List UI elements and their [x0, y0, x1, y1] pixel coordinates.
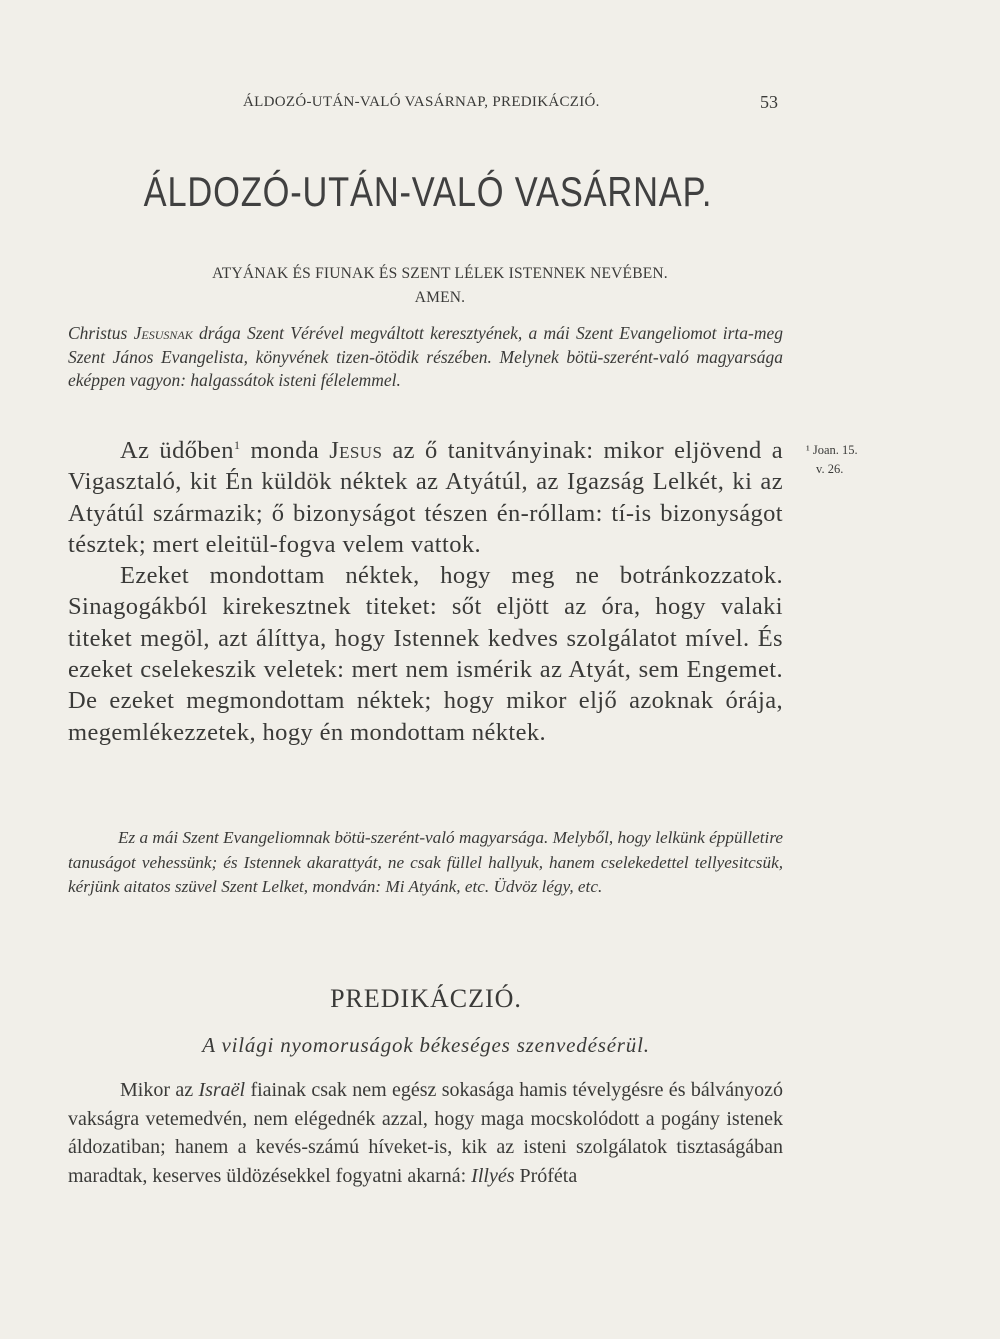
illyes-italic: Illyés	[471, 1164, 515, 1187]
sermon-text-end: Próféta	[514, 1164, 578, 1187]
invocation-line: ATYÁNAK ÉS FIUNAK ÉS SZENT LÉLEK ISTENNEK NEVÉBEN.	[212, 265, 668, 282]
intro-text: Christus	[68, 323, 134, 343]
margin-reference-verse: v. 26.	[816, 462, 844, 476]
israel-italic: Israël	[198, 1079, 246, 1101]
gospel-text-start: Az üdőben	[120, 437, 234, 464]
sermon-paragraph	[68, 1076, 783, 1190]
invocation-amen: AMEN.	[414, 289, 466, 306]
intro-text-rest: drága Szent Vérével megváltott keresztyének, a mái Szent Evangeliomot irta-meg Szent János Evangelista, könyvének tizen-ötödik részében. Melynek bötü-szerént-való magyarsága eképpen vagyon: halgassátok isteni félelemmel.	[68, 323, 784, 390]
gospel-text	[68, 430, 783, 748]
sermon-text-mid: fiainak csak nem egész sokasága hamis tévelygésre és bálványozó vakságra vetemedvén, nem elégednék azzal, hogy maga mocskolódott a pogány istenek áldozatiban; hanem a kevés-számú híveket-is, kik az isteni szolgálatok tisztaságában maradtak, keserves üldözésekkel fogyatni akarná:	[68, 1079, 784, 1187]
sermon-body	[68, 1076, 783, 1190]
sermon-subtitle: A világi nyomoruságok békeséges szenvedésérül.	[202, 1033, 650, 1057]
jesus-small-caps: Jesusnak	[133, 323, 193, 343]
gospel-text-rest: az ő tanitványinak: mikor eljövend a Vigasztaló, kit Én küldök néktek az Atyátúl, az Igazság Lelkét, ki az Atyátúl származik; ő bizonyságot tészen én-róllam: tí-is bizonyságot tésztek; mert eleitül-fogva velem vattok.	[68, 437, 784, 558]
gospel-paragraph: Ezeket mondottam néktek, hogy meg ne botránkozzatok. Sinagogákból kirekesztnek titeket: sőt eljött az óra, hogy valaki titeket megöl, azt álíttya, hogy Istennek kedves szolgálatot mível. És ezeket cselekeszik veletek: mert nem ismérik az Atyát, sem Engemet. De ezeket megmondottam néktek; hogy mikor eljő azoknak órája, megemlékezzetek, hogy én mondottam néktek.	[68, 562, 783, 746]
gospel-paragraph	[68, 430, 783, 560]
chapter-title: ÁLDOZÓ-UTÁN-VALÓ VASÁRNAP.	[143, 168, 713, 215]
running-head: ÁLDOZÓ-UTÁN-VALÓ VASÁRNAP, PREDIKÁCZIÓ.	[243, 94, 600, 110]
gospel-text-mid: monda	[240, 437, 330, 464]
margin-reference	[806, 441, 858, 479]
footnote-mark: 1	[233, 438, 241, 452]
sermon-text: Mikor az	[120, 1079, 199, 1101]
sermon-heading: PREDIKÁCZIÓ.	[330, 984, 522, 1013]
closing-paragraph	[68, 826, 783, 900]
margin-reference-line: ¹ Joan. 15.	[806, 443, 858, 457]
jesus-small-caps: Jesus	[329, 437, 383, 464]
closing-text: Ez a mái Szent Evangeliomnak bötü-szerént-való magyarsága. Melyből, hogy lelkünk éppülletire tanuságot vehessünk; és Istennek akarattyát, ne csak füllel hallyuk, hanem cselekedettel tellyesitcsük, kérjünk aitatos szüvel Szent Lelket, mondván: Mi Atyánk, etc. Üdvöz légy, etc.	[68, 828, 783, 896]
intro-paragraph	[68, 322, 783, 393]
page-number: 53	[760, 92, 778, 112]
invocation	[105, 262, 775, 310]
